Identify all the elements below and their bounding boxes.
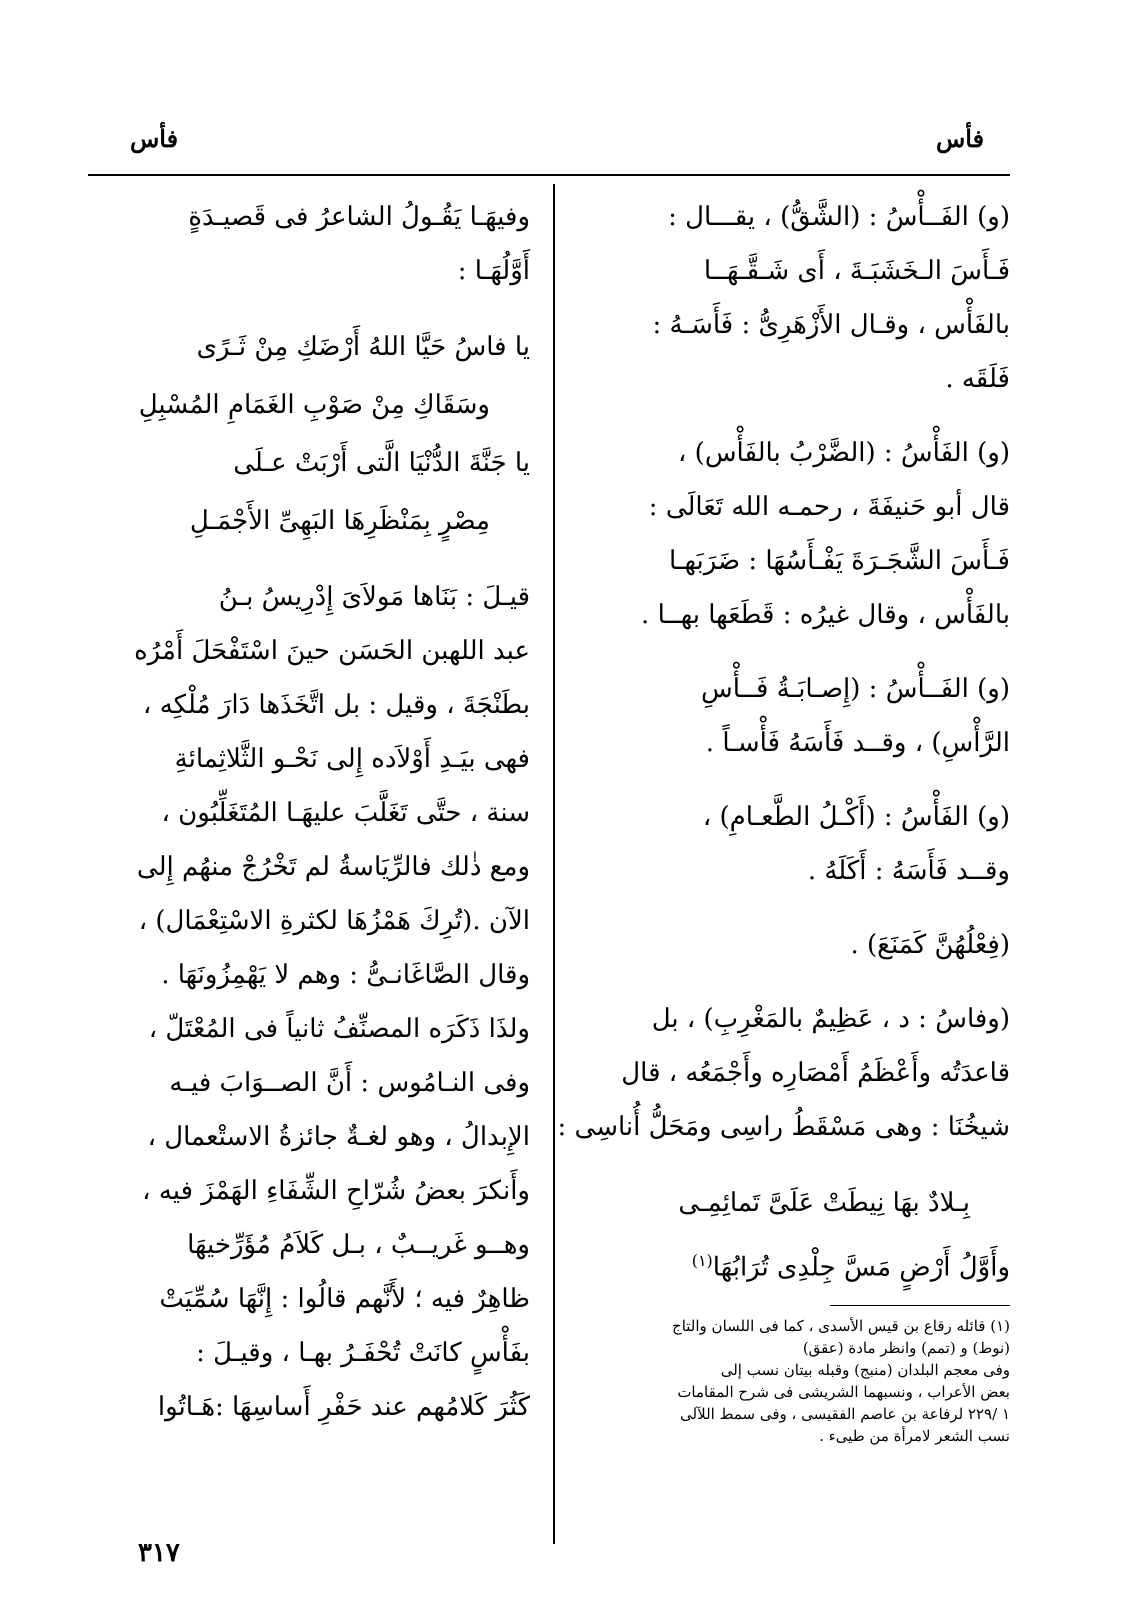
right-column	[557, 190, 1010, 1297]
verse-line	[590, 1232, 1010, 1297]
verse-line: مِصْرٍ بِمَنْظَرِهَا البَهِىِّ الأَجْمَـلِ	[189, 506, 490, 536]
text-line: فَـأَسَ الشَّجَـرَةَ يَفْـأَسُهَا : ضَرَبَهـا	[668, 546, 1010, 576]
footnote-line: نسب الشعر لامرأة من طيىء .	[819, 1427, 1010, 1445]
text-line: سنة ، حتَّى تَغَلَّبَ عليهَـا المُتَغَلِّبُون ،	[161, 798, 530, 828]
running-header-left: فأس	[130, 124, 179, 153]
text-line: أَوَّلُهَـا :	[457, 256, 530, 286]
text-line: عبد اللهبن الحَسَن حينَ اسْتَفْحَلَ أَمْرُه	[134, 636, 530, 666]
text-line: بالفَأْس ، وقـال الأَزْهَرِىُّ : فَأَسَـهُ :	[652, 310, 1010, 340]
verse-line: وسَقَاكِ مِنْ صَوْبِ الغَمَامِ المُسْبِلِ	[138, 390, 490, 420]
paragraph-gap	[590, 406, 1010, 426]
text-line: وفى النـامُوس : أَنَّ الصــوَابَ فيـه	[169, 1068, 530, 1098]
footnotes	[590, 1315, 1010, 1447]
footnote-rule	[830, 1305, 1010, 1306]
text-line: ولذَا ذَكَرَه المصنِّفُ ثانياً فى المُعْتَلّ ،	[148, 1014, 530, 1044]
text-line: شيخُنَا : وهى مَسْقَطُ راسِى ومَحَلُّ أُناسِى :	[557, 1112, 1010, 1142]
text-line: بفَأْسٍ كانَتْ تُحْفَـرُ بهـا ، وقيـلَ :	[196, 1338, 530, 1368]
page-number: ٣١٧	[138, 1538, 180, 1568]
text-line: (فِعْلُهُنَّ كَمَنَعَ) .	[850, 930, 1010, 960]
verse-line: يا فاسُ حَيَّا اللهُ أَرْضَكِ مِنْ ثَـرًى	[196, 332, 530, 362]
text-line: فَـأَسَ الـخَشَبَـةَ ، أَى شَـقَّـهَــا	[703, 256, 1010, 286]
text-line: كَثُرَ كَلامُهم عند حَفْرِ أَساسِهَا :هَـاتُوا	[157, 1392, 530, 1422]
text-line: (و) الفَأْسُ : (الضَّرْبُ بالفَأْس) ،	[678, 438, 1010, 468]
footnote-line: (١) قائله رقاع بن قيس الأسدى ، كما فى اللسان والتاج	[672, 1317, 1010, 1335]
text-line: بطَنْجَةَ ، وقيل : بل اتَّخَذَها دَارَ مُلْكِه ،	[143, 690, 530, 720]
text-line: الرَّأْسِ) ، وقــد فَأَسَهُ فَأْسـاً .	[705, 728, 1010, 758]
paragraph-gap	[590, 972, 1010, 992]
text-line: (وفاسُ : د ، عَظِيمٌ بالمَغْرِبِ) ، بل	[651, 1004, 1010, 1034]
text-line: قيـلَ : بَنَاها مَولاَىَ إِدْرِيسُ بـنُ	[218, 582, 530, 612]
text-line: وفيهَـا يَقُـولُ الشاعرُ فى قَصيـدَةٍ	[188, 202, 530, 232]
text-line: وهــو غَريــبٌ ، بـل كَلاَمُ مُؤَرِّخيهَا	[187, 1230, 530, 1260]
text-line: (و) الفَــأْسُ : (إِصـابَـةُ فَــأْسِ	[701, 674, 1010, 704]
text-line: (و) الفَأْسُ : (أَكْـلُ الطَّعـامِ) ،	[702, 802, 1010, 832]
verse-line	[590, 1174, 1010, 1232]
left-column	[100, 190, 530, 1434]
footnote-line: (نوط) و (تمم) وانظر مادة (عقق)	[802, 1339, 1010, 1357]
footnote-line: ١ /٢٢٩ لرفاعة بن عاصم الفقيسى ، وفى سمط اللآلى	[680, 1405, 1010, 1423]
text-line: قال أبو حَنيفَةَ ، رحمـه الله تَعَالَى :	[648, 492, 1010, 522]
verse-line: يا جَنَّةَ الدُّنْيَا الَّتى أَرْبَتْ عـلَى	[233, 448, 530, 478]
footnote-line: وفى معجم البلدان (منبج) وقبله بيتان نسب إلى	[720, 1361, 1010, 1379]
footnote-marker: (١)	[691, 1251, 713, 1270]
verse-text: وأَوَّلُ أَرْضٍ مَسَّ جِلْدِى تُرَابُهَا	[712, 1252, 1010, 1283]
text-line: بالفَأْس ، وقال غيرُه : قَطَعَها بهــا .	[641, 600, 1010, 630]
footnote-line: بعض الأعراب ، ونسبهما الشريشى فى شرح المقامات	[677, 1383, 1010, 1401]
verse-text: بِـلادٌ بهَا نِيطَتْ عَلَىَّ تَمائِمِـى	[678, 1188, 970, 1218]
text-line: الإِبدالُ ، وهو لغـةٌ جائزةُ الاستْعمال ،	[147, 1122, 530, 1152]
text-line: قاعدَتُه وأَعْظَمُ أَمْصَارِه وأَجْمَعُه ، قال	[621, 1058, 1010, 1088]
text-line: ظاهِرٌ فيه ؛ لأَنَّهم قالُوا : إِنَّهَا سُمِّيَتْ	[159, 1284, 530, 1314]
text-line: فهى بيَـدِ أَوْلاَده إِلى نَحْـو الثَّلاثِمائةِ	[174, 744, 530, 774]
paragraph-gap	[590, 770, 1010, 790]
paragraph-gap	[590, 1154, 1010, 1174]
text-line: وقال الصَّاغَانـىُّ : وهم لا يَهْمِزُونَهَا .	[161, 960, 530, 990]
paragraph-gap	[590, 642, 1010, 662]
text-line: ومع ذٰلك فالرِّيَاسةُ لم تَخْرُجْ منهُم إِلى	[136, 852, 530, 882]
text-line: وقــد فَأَسَهُ : أَكَلَهُ .	[807, 856, 1010, 886]
text-line: الآن .(تُرِكَ هَمْزُهَا لكثرةِ الاسْتِعْمَال) ،	[138, 906, 530, 936]
text-line: وأَنكرَ بعضُ شُرّاحِ الشِّفَاءِ الهَمْزَ فيه ،	[142, 1176, 530, 1206]
text-line: فَلَقَه .	[945, 364, 1010, 394]
text-line: (و) الفَــأْسُ : (الشَّقُّ) ، يقـــال :	[668, 202, 1010, 232]
paragraph-gap	[100, 298, 530, 318]
paragraph-gap	[590, 898, 1010, 918]
running-header-right: فأس	[936, 124, 985, 153]
paragraph-gap	[100, 550, 530, 570]
column-divider	[553, 184, 555, 1544]
header-rule	[88, 174, 1010, 176]
